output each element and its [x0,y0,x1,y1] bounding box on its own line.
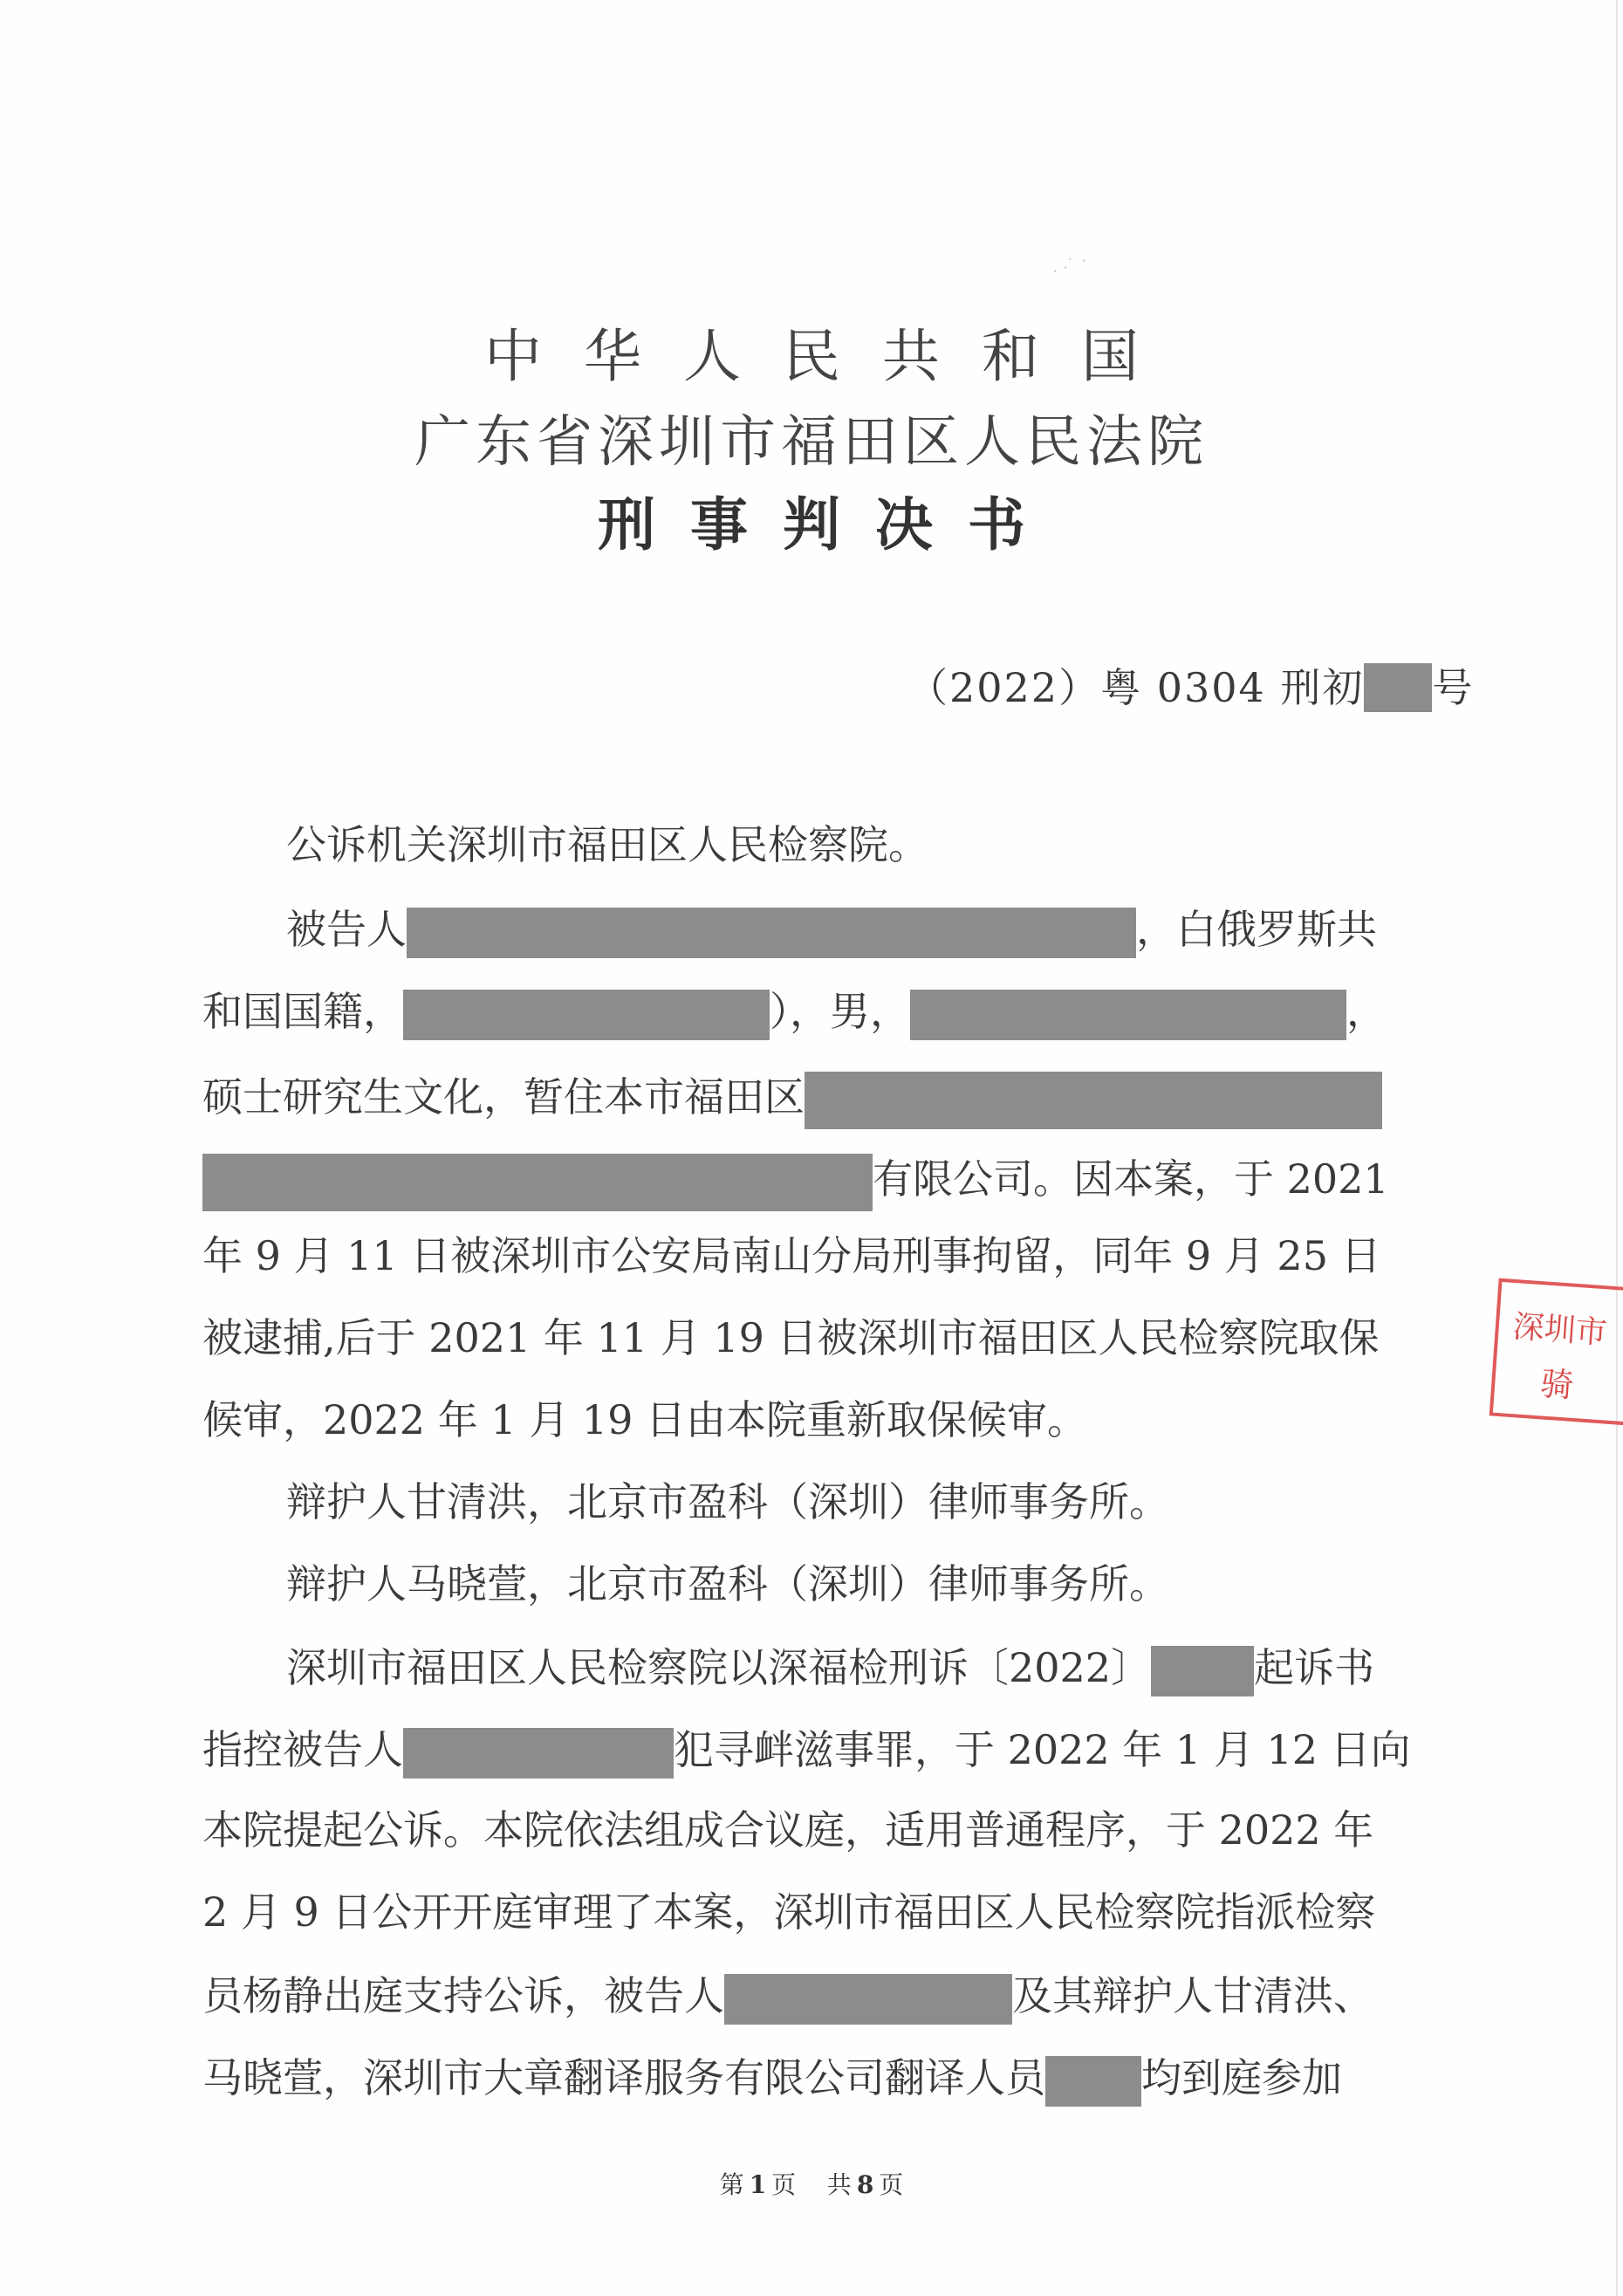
paragraph-defendant-line2 [202,990,1387,1040]
total-pages: 8 [856,2170,874,2199]
text-segment: 马晓萱，深圳市大章翻译服务有限公司翻译人员 [202,2054,1045,2101]
redaction-block [910,990,1346,1040]
page-footer [0,2166,1623,2201]
paragraph-detention-line1: 年 9 月 11 日被深圳市公安局南山分局刑事拘留，同年 9 月 25 日 [202,1232,1381,1279]
paragraph-defendant-line3 [202,1072,1382,1129]
title-country: 中华人民共和国 [484,323,1181,390]
text-segment: 硕士研究生文化，暂住本市福田区 [202,1073,805,1121]
paragraph-indictment-line1 [286,1646,1374,1696]
text-segment: 均到庭参加 [1141,2054,1342,2101]
text-segment: ，白俄罗斯共 [1136,906,1377,953]
redaction-block [724,1974,1012,2025]
redaction-block [202,1154,873,1211]
paragraph-defendant-line4 [202,1154,1389,1211]
redaction-block [1364,663,1432,712]
text-segment: 指控被告人 [202,1726,403,1773]
paragraph-indictment-line3: 本院提起公诉。本院依法组成合议庭，适用普通程序，于 2022 年 [202,1806,1374,1854]
scan-speckle: · ·˙ · [1049,250,1091,283]
case-number-suffix: 号 [1432,664,1475,711]
text-segment: ），男， [770,988,910,1035]
title-court: 广东省深圳市福田区人民法院 [414,410,1209,475]
text-segment: 及其辩护人甘清洪、 [1012,1972,1373,2019]
seal-stamp [1489,1278,1623,1426]
text-segment: 被告人 [286,906,407,953]
text-segment: 有限公司。因本案，于 2021 [873,1155,1389,1203]
text-segment: 员杨静出庭支持公诉，被告人 [202,1972,724,2019]
paragraph-indictment-line4: 2 月 9 日公开开庭审理了本案，深圳市福田区人民检察院指派检察 [202,1888,1376,1936]
case-number-prefix: （2022）粤 0304 刑初 [907,664,1365,711]
seal-text-line1: 深圳市 [1511,1308,1609,1352]
redaction-block [1151,1646,1254,1696]
text-segment: 深圳市福田区人民检察院以深福检刑诉〔2022〕 [286,1644,1152,1691]
redaction-block [403,990,770,1040]
paragraph-defense-counsel-2: 辩护人马晓萱，北京市盈科（深圳）律师事务所。 [286,1560,1169,1607]
redaction-block [403,1728,674,1779]
text-segment: 和国国籍， [202,988,403,1035]
text-segment: 起诉书 [1254,1644,1375,1691]
paragraph-indictment-line6 [202,2056,1342,2107]
paragraph-indictment-line2 [202,1728,1411,1779]
redaction-block [407,908,1136,958]
text-segment: ， [1346,988,1387,1035]
paragraph-defendant-line1 [286,908,1377,958]
paragraph-indictment-line5 [202,1974,1373,2025]
footer-text: 页 [771,2170,797,2199]
title-document-type: 刑事判决书 [598,490,1060,559]
paragraph-detention-line2: 被逮捕,后于 2021 年 11 月 19 日被深圳市福田区人民检察院取保 [202,1314,1380,1361]
page-number: 1 [749,2170,767,2199]
footer-text: 共 [826,2170,852,2199]
footer-text: 页 [879,2170,904,2199]
seal-text-line2: 骑 [1538,1364,1575,1405]
footer-text: 第 [719,2170,744,2199]
redaction-block [1045,2056,1141,2107]
paragraph-prosecutor: 公诉机关深圳市福田区人民检察院。 [286,821,928,868]
case-number [907,656,1474,714]
redaction-block [805,1072,1382,1129]
paragraph-detention-line3: 候审，2022 年 1 月 19 日由本院重新取保候审。 [202,1396,1087,1443]
text-segment: 犯寻衅滋事罪，于 2022 年 1 月 12 日向 [674,1726,1411,1773]
paragraph-defense-counsel-1: 辩护人甘清洪，北京市盈科（深圳）律师事务所。 [286,1478,1169,1525]
